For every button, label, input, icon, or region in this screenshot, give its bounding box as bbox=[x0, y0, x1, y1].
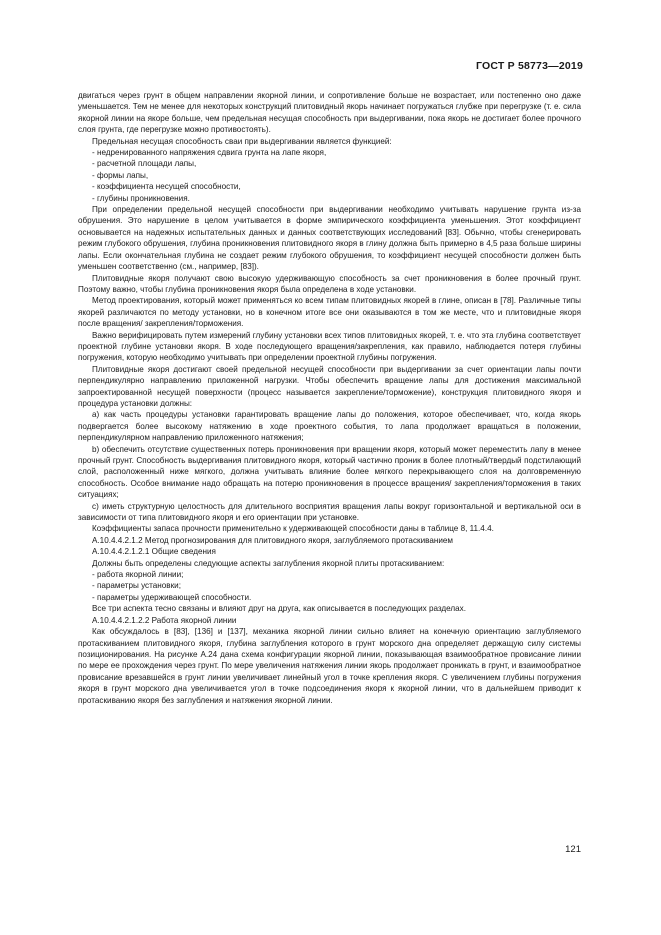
paragraph: Все три аспекта тесно связаны и влияют друг на друга, как описывается в последующих разделах. bbox=[92, 604, 467, 614]
list-item: - формы лапы, bbox=[92, 170, 149, 180]
list-item: - недренированного напряжения сдвига грунта на лапе якоря, bbox=[92, 148, 327, 158]
paragraph: Плитовидные якоря получают свою высокую удерживающую способность за счет проникновения в более прочный грунт. Поэтому важно, чтобы глубина проникновения якоря была определена в ходе установки. bbox=[78, 273, 581, 294]
list-item: - расчетной площади лапы, bbox=[92, 159, 197, 169]
paragraph: Метод проектирования, который может применяться ко всем типам плитовидных якорей в глине, описан в [78]. Различные типы якорей различаются по методу установки, но в конечном итоге все они оказываются в том же месте, что и плитовидные якоря после вращения/ закрепления/торможения. bbox=[78, 296, 581, 329]
section-heading: A.10.4.4.2.1.2.2 Работа якорной линии bbox=[92, 615, 237, 625]
list-item: - параметры удерживающей способности. bbox=[92, 592, 252, 602]
paragraph: Предельная несущая способность сваи при выдергивании является функцией: bbox=[92, 136, 392, 146]
paragraph: При определении предельной несущей способности при выдергивании необходимо учитывать нарушение грунта из-за обрушения. Это нарушение в целом учитывается в форме эмпирического коэффициента уменьшения. Этот коэффициент основывается на надежных испытательных данных и данных соответствующих исследований [83]. Обычно, чтобы сгенерировать режим глубокого обрушения, глубина проникновения плитовидного якоря в глину должна быть примерно в 4,5 раза больше ширины лапы. Если окончательная глубина не создает режим глубокого обрушения, то коэффициент несущей способности должен быть уменьшен соответственно (см., например, [83]). bbox=[78, 205, 581, 272]
section-heading: A.10.4.4.2.1.2.1 Общие сведения bbox=[92, 547, 216, 557]
list-item: - параметры установки; bbox=[92, 581, 181, 591]
list-item: - глубины проникновения. bbox=[92, 193, 190, 203]
list-item: - работа якорной линии; bbox=[92, 570, 184, 580]
paragraph: двигаться через грунт в общем направлении якорной линии, и сопротивление больше не возрастает, или постепенно оно даже уменьшается. Тем не менее для некоторых конструкций плитовидный якорь начинает погружаться глубже при перегрузке (т. е. сила якорной линии на якоре больше, чем предельная несущая способность при выдергивании, пока якорь не достигает более прочного слоя грунта, где перегрузке можно противостоять). bbox=[78, 91, 581, 135]
paragraph: Коэффициенты запаса прочности применительно к удерживающей способности даны в таблице 8, 11.4.4. bbox=[92, 524, 494, 534]
paragraph: b) обеспечить отсутствие существенных потерь проникновения при вращении якоря, который может переместить лапу в менее прочный грунт. Способность выдергивания плитовидного якоря, который частично проник в более плотный/твердый подстилающий слой, расположенный ниже мягкого, должна учитывать влияние более мягкого перекрывающего слоя на долговременную способность. Особое внимание надо обращать на потерю проникновения в процессе вращения/ закрепления/торможения в таких ситуациях; bbox=[78, 444, 581, 500]
list-item: - коэффициента несущей способности, bbox=[92, 182, 241, 192]
paragraph: Плитовидные якоря достигают своей предельной несущей способности при выдергивании за счет ориентации лапы почти перпендикулярно направлению приложенной нагрузки. Чтобы обеспечить вращение лапы для достижения максимальной запроектированной несущей поверхности (процесс называется закрепление/торможение), конструкция плитовидного якоря и процедура установки должны: bbox=[78, 364, 581, 408]
paragraph: Как обсуждалось в [83], [136] и [137], механика якорной линии сильно влияет на конечную ориентацию заглубляемого протаскиванием плитовидного якоря, глубина заглубления которого в грунт морского дна определяет держащую силу системы позиционирования. На рисунке А.24 дана схема конфигурации якорной линии, показывающая взаимообратное провисание линии по мере ее прохождения через грунт. По мере увеличения натяжения линии якорь продолжает проникать в грунт, и взаимообратное провисание врезавшейся в грунт линии увеличивает линейный угол в точке крепления якоря. С увеличением глубины погружения якоря в грунт морского дна увеличивается угол в точке подсоединения якоря к якорной линии, что в дальнейшем приводит к протаскиванию якоря без заглубления и натяжения якорной линии. bbox=[78, 627, 581, 705]
paragraph: c) иметь структурную целостность для длительного восприятия вращения лапы вокруг горизонтальной и вертикальной оси в зависимости от типа плитовидного якоря и его ориентации при установке. bbox=[78, 501, 581, 523]
paragraph: a) как часть процедуры установки гарантировать вращение лапы до положения, которое обеспечивает, что, когда якорь подвергается более высокому натяжению в ходе проектного события, то лапа продолжает вращаться в положении, перпендикулярном направлению приложенного натяжения; bbox=[78, 410, 581, 443]
body-text bbox=[78, 90, 581, 706]
paragraph: Должны быть определены следующие аспекты заглубления якорной плиты протаскиванием: bbox=[92, 558, 445, 568]
page-number: 121 bbox=[565, 844, 581, 855]
standard-header: ГОСТ Р 58773—2019 bbox=[475, 60, 583, 72]
paragraph: Важно верифицировать путем измерений глубину установки всех типов плитовидных якорей, т. е. что эта глубина соответствует проектной глубине установки якоря. В ходе последующего вращения/закрепления, как правило, наблюдается потеря глубины погружения, которую необходимо учитывать при определении проектной глубины погружения. bbox=[78, 330, 581, 363]
section-heading: A.10.4.4.2.1.2 Метод прогнозирования для плитовидного якоря, заглубляемого протаскиванием bbox=[92, 535, 453, 545]
